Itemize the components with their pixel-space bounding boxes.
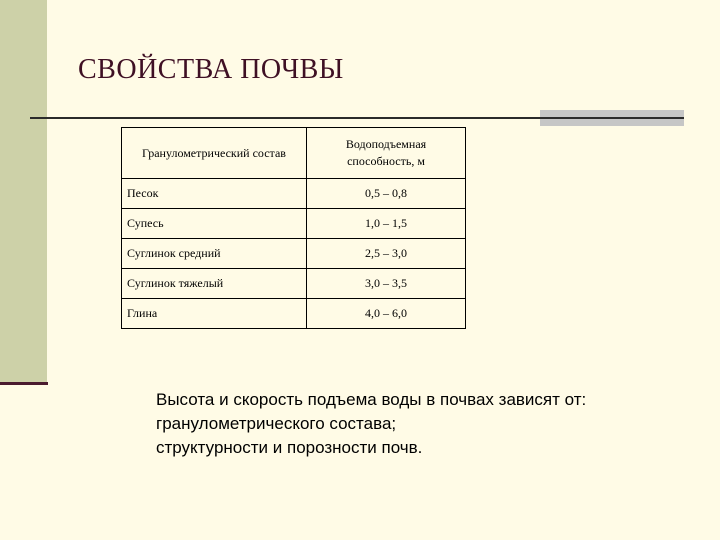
water-rise-cell: 0,5 – 0,8 xyxy=(307,179,466,209)
table-row xyxy=(122,209,466,239)
page-title: СВОЙСТВА ПОЧВЫ xyxy=(78,54,344,85)
table-header-row xyxy=(122,128,466,179)
water-rise-cell: 3,0 – 3,5 xyxy=(307,269,466,299)
soil-type-cell: Суглинок тяжелый xyxy=(122,269,307,299)
soil-type-cell: Глина xyxy=(122,299,307,329)
soil-properties-table xyxy=(121,127,466,329)
title-divider-line xyxy=(540,117,684,119)
soil-type-cell: Супесь xyxy=(122,209,307,239)
water-rise-cell: 2,5 – 3,0 xyxy=(307,239,466,269)
water-rise-cell: 4,0 – 6,0 xyxy=(307,299,466,329)
explanatory-note xyxy=(156,388,586,460)
note-line: гранулометрического состава; xyxy=(156,414,397,433)
column-header-composition: Гранулометрический состав xyxy=(122,128,307,179)
note-line: Высота и скорость подъема воды в почвах зависят от: xyxy=(156,390,587,409)
note-line: структурности и порозности почв. xyxy=(156,438,423,457)
title-divider xyxy=(30,117,540,119)
soil-type-cell: Песок xyxy=(122,179,307,209)
table-row xyxy=(122,239,466,269)
table-row xyxy=(122,179,466,209)
water-rise-cell: 1,0 – 1,5 xyxy=(307,209,466,239)
table-row xyxy=(122,299,466,329)
table-row xyxy=(122,269,466,299)
side-band-edge xyxy=(0,382,48,385)
column-header-water-rise: Водоподъемная способность, м xyxy=(307,128,466,179)
side-band xyxy=(0,0,47,382)
soil-type-cell: Суглинок средний xyxy=(122,239,307,269)
